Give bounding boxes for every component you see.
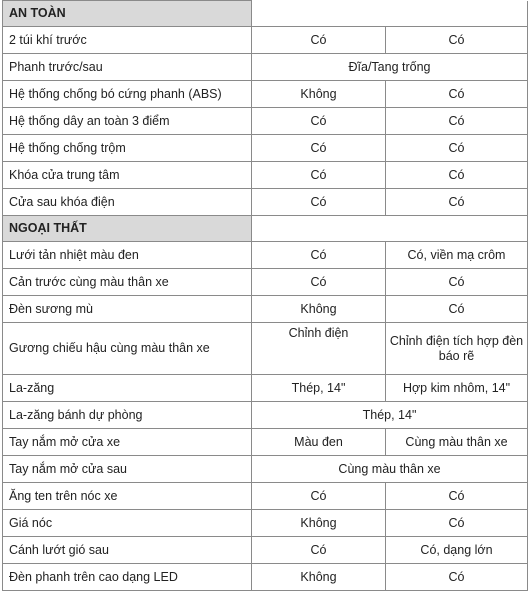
value-cell: Có bbox=[252, 135, 386, 162]
value-cell: Hợp kim nhôm, 14" bbox=[386, 375, 528, 402]
section-header-exterior bbox=[3, 216, 528, 242]
table-row bbox=[3, 429, 528, 456]
row-label: Hệ thống chống bó cứng phanh (ABS) bbox=[3, 81, 252, 108]
value-cell: Có bbox=[386, 108, 528, 135]
value-cell: Có bbox=[252, 537, 386, 564]
value-cell: Có bbox=[386, 162, 528, 189]
value-cell: Không bbox=[252, 510, 386, 537]
value-cell: Có bbox=[252, 189, 386, 216]
row-label: Ăng ten trên nóc xe bbox=[3, 483, 252, 510]
row-label: Tay nắm mở cửa xe bbox=[3, 429, 252, 456]
row-label: 2 túi khí trước bbox=[3, 27, 252, 54]
row-label: La-zăng bánh dự phòng bbox=[3, 402, 252, 429]
value-cell: Có bbox=[252, 242, 386, 269]
table-row bbox=[3, 135, 528, 162]
table-row bbox=[3, 456, 528, 483]
section-header-safety bbox=[3, 1, 528, 27]
table-row bbox=[3, 483, 528, 510]
value-cell: Có, viền mạ crôm bbox=[386, 242, 528, 269]
value-cell-merged: Cùng màu thân xe bbox=[252, 456, 528, 483]
value-cell: Có bbox=[386, 510, 528, 537]
row-label: Cánh lướt gió sau bbox=[3, 537, 252, 564]
table-row bbox=[3, 81, 528, 108]
value-cell: Có bbox=[386, 189, 528, 216]
value-cell: Không bbox=[252, 564, 386, 591]
value-cell: Có bbox=[386, 269, 528, 296]
section-title: NGOẠI THẤT bbox=[3, 216, 252, 242]
value-cell: Màu đen bbox=[252, 429, 386, 456]
spec-table bbox=[2, 0, 528, 591]
value-cell: Chỉnh điện bbox=[252, 323, 386, 375]
value-cell: Không bbox=[252, 296, 386, 323]
table-row bbox=[3, 54, 528, 81]
value-cell-merged: Thép, 14" bbox=[252, 402, 528, 429]
value-cell: Có bbox=[252, 108, 386, 135]
value-cell: Có bbox=[386, 135, 528, 162]
value-cell: Có, dạng lớn bbox=[386, 537, 528, 564]
row-label: Gương chiếu hậu cùng màu thân xe bbox=[3, 323, 252, 375]
table-row bbox=[3, 189, 528, 216]
value-cell: Chỉnh điện tích hợp đèn báo rẽ bbox=[386, 323, 528, 375]
table-row bbox=[3, 510, 528, 537]
value-cell: Có bbox=[252, 27, 386, 54]
value-cell: Có bbox=[386, 296, 528, 323]
row-label: La-zăng bbox=[3, 375, 252, 402]
value-cell: Không bbox=[252, 81, 386, 108]
row-label: Cửa sau khóa điện bbox=[3, 189, 252, 216]
value-cell: Có bbox=[386, 564, 528, 591]
table-row bbox=[3, 402, 528, 429]
section-title: AN TOÀN bbox=[3, 1, 252, 27]
table-row bbox=[3, 162, 528, 189]
value-cell: Có bbox=[386, 483, 528, 510]
row-label: Đèn phanh trên cao dạng LED bbox=[3, 564, 252, 591]
row-label: Tay nắm mở cửa sau bbox=[3, 456, 252, 483]
value-cell: Có bbox=[386, 81, 528, 108]
value-cell: Có bbox=[252, 269, 386, 296]
table-row bbox=[3, 242, 528, 269]
value-cell: Có bbox=[252, 162, 386, 189]
row-label: Đèn sương mù bbox=[3, 296, 252, 323]
row-label: Hệ thống dây an toàn 3 điểm bbox=[3, 108, 252, 135]
value-cell: Có bbox=[252, 483, 386, 510]
table-row bbox=[3, 323, 528, 375]
value-cell: Cùng màu thân xe bbox=[386, 429, 528, 456]
row-label: Cản trước cùng màu thân xe bbox=[3, 269, 252, 296]
row-label: Giá nóc bbox=[3, 510, 252, 537]
row-label: Phanh trước/sau bbox=[3, 54, 252, 81]
table-row bbox=[3, 27, 528, 54]
table-row bbox=[3, 375, 528, 402]
row-label: Lưới tản nhiệt màu đen bbox=[3, 242, 252, 269]
row-label: Khóa cửa trung tâm bbox=[3, 162, 252, 189]
table-row bbox=[3, 108, 528, 135]
row-label: Hệ thống chống trộm bbox=[3, 135, 252, 162]
value-cell-merged: Đĩa/Tang trống bbox=[252, 54, 528, 81]
table-row bbox=[3, 296, 528, 323]
table-row bbox=[3, 537, 528, 564]
value-cell: Có bbox=[386, 27, 528, 54]
table-row bbox=[3, 269, 528, 296]
table-row bbox=[3, 564, 528, 591]
value-cell: Thép, 14" bbox=[252, 375, 386, 402]
